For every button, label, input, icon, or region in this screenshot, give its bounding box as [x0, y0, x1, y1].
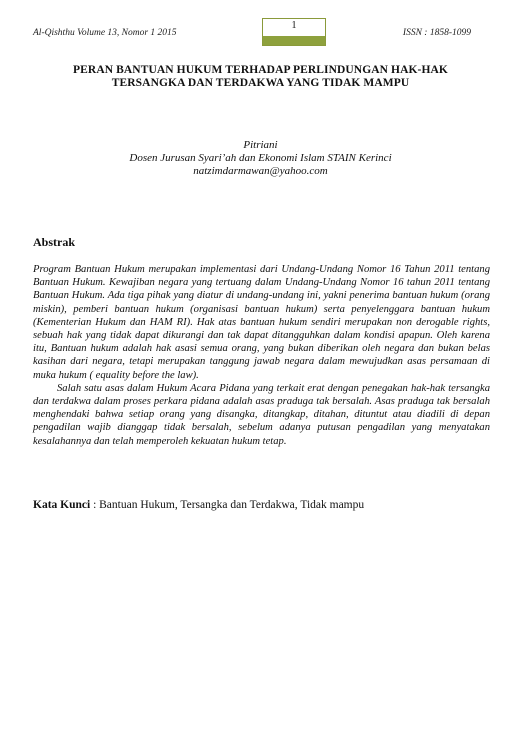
- author-name: Pitriani: [243, 139, 278, 151]
- journal-name: Al-Qishthu Volume 13, Nomor 1 2015: [33, 28, 177, 38]
- page-header: [33, 20, 471, 44]
- author-block: [33, 139, 488, 178]
- author-affiliation: Dosen Jurusan Syari’ah dan Ekonomi Islam STAIN Kerinci: [129, 152, 392, 164]
- page-number: 1: [291, 20, 297, 31]
- issn: ISSN : 1858-1099: [402, 28, 471, 38]
- abstract-paragraph-1: Program Bantuan Hukum merupakan implementasi dari Undang-Undang Nomor 16 Tahun 2011 tentang Bantuan Hukum. Kewajiban negara yang tertuang dalam Undang-Undang Nomor 16 tahun 2011 tentang Bantuan Hukum. Ada tiga pihak yang diatur di undang-undang ini, yakni penerima bantuan hukum (orang miskin), pemberi bantuan hukum (organisasi bantuan hukum) serta penyelenggara bantuan hukum (Kementerian Hukum dan HAM RI). Hak atas bantuan hukum sendiri merupakan non derogable rights, sebuah hak yang tidak dapat dikurangi dan tak dapat ditangguhkan dalam kondisi apapun. Oleh karena itu, Bantuan hukum adalah hak asasi semua orang, yang bukan diberikan oleh negara dan bukan belas kasihan dari negara, tetapi merupakan tanggung jawab negara dalam mewujudkan asas persamaan di muka hukum ( equality before the law).: [33, 264, 490, 381]
- paper-title: [33, 64, 488, 90]
- abstract-paragraph-2: Salah satu asas dalam Hukum Acara Pidana yang terkait erat dengan penegakan hak-hak tersangka dan terdakwa dalam proses perkara pidana adalah asas praduga tak bersalah. Asas praduga tak bersalah menghendaki bahwa setiap orang yang disangka, ditangkap, ditahan, dituntut atau diadili di depan pengadilan wajib dianggap tidak bersalah, sebelum adanya putusan pengadilan yang menyatakan kesalahannya dan telah memperoleh kekuatan hukum tetap.: [33, 382, 490, 447]
- page-number-box: [262, 18, 326, 46]
- keywords: [33, 499, 490, 511]
- keywords-separator: :: [90, 499, 100, 511]
- abstract-heading: Abstrak: [33, 235, 76, 249]
- paper-title-line-1: PERAN BANTUAN HUKUM TERHADAP PERLINDUNGAN HAK-HAK: [73, 64, 448, 76]
- abstract-body: [33, 263, 490, 448]
- author-email: natzimdarmawan@yahoo.com: [193, 165, 328, 177]
- paper-title-line-2: TERSANGKA DAN TERDAKWA YANG TIDAK MAMPU: [111, 77, 410, 89]
- page-number-accent-bar: [263, 36, 325, 45]
- keywords-label: Kata Kunci: [33, 499, 91, 511]
- keywords-value: Bantuan Hukum, Tersangka dan Terdakwa, Tidak mampu: [99, 499, 365, 511]
